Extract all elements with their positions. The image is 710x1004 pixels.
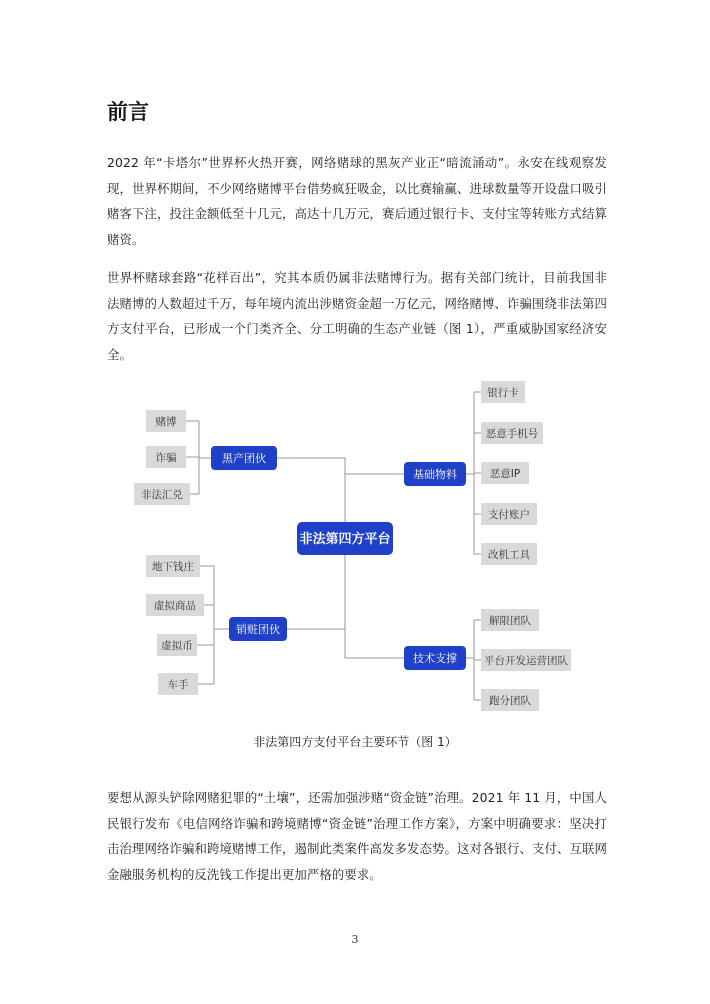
hub-label: 技术支撑 <box>413 652 457 665</box>
center-node <box>297 522 393 555</box>
svg-text:解限团队: 解限团队 <box>489 615 531 627</box>
hub-label: 基础物料 <box>413 468 457 481</box>
hub-label: 销赃团伙 <box>236 623 280 636</box>
svg-text:恶意IP: 恶意IP <box>489 468 521 480</box>
svg-text:赌博: 赌博 <box>155 416 177 428</box>
hub-node-heichan <box>211 446 277 470</box>
page-number: 3 <box>351 933 359 946</box>
svg-text:平台开发运营团队: 平台开发运营团队 <box>484 655 568 667</box>
paragraph-3: 要想从源头铲除网赌犯罪的“土壤”，还需加强涉赌“资金链”治理。2021 年 11 月，中国人民银行发布《电信网络诈骗和跨境赌博“资金链”治理工作方案》，方案中明确要求：坚决打击治理网络诈骗和跨境赌博工作，遏制此类案件高发多发态势。这对各银行、支付、互联网金融服务机构的反洗钱工作提出更加严格的要求。 <box>107 790 607 882</box>
leaf-node <box>481 543 537 565</box>
paragraph-2: 世界杯赌球套路“花样百出”，究其本质仍属非法赌博行为。据有关部门统计，目前我国非法赌博的人数超过千万，每年境内流出涉赌资金超一万亿元，网络赌博、诈骗围绕非法第四方支付平台，已形成一个门类齐全、分工明确的生态产业链（图 1），严重威胁国家经济安全。 <box>107 270 607 362</box>
leaf-node <box>481 462 529 484</box>
svg-text:改机工具: 改机工具 <box>488 549 530 561</box>
paragraph-1: 2022 年“卡塔尔”世界杯火热开赛，网络赌球的黑灰产业正“暗流涌动”。永安在线观察发现，世界杯期间，不少网络赌博平台借势疯狂吸金，以比赛输赢、进球数量等开设盘口吸引赌客下注，投注金额低至十几元，高达十几万元，赛后通过银行卡、支付宝等转账方式结算赌资。 <box>107 155 607 247</box>
center-node-label: 非法第四方平台 <box>299 532 391 547</box>
svg-text:银行卡: 银行卡 <box>487 387 519 399</box>
leaf-node <box>481 689 539 711</box>
hub-node-xiaozang <box>229 617 287 641</box>
svg-text:地下钱庄: 地下钱庄 <box>152 561 194 573</box>
leaf-node <box>481 609 539 631</box>
svg-text:支付账户: 支付账户 <box>488 509 530 521</box>
hub-node-jishu <box>404 646 466 670</box>
svg-text:诈骗: 诈骗 <box>155 452 177 464</box>
leaf-node <box>146 446 186 468</box>
leaf-node <box>481 649 571 671</box>
leaf-node <box>146 594 204 616</box>
leaf-node <box>146 410 186 432</box>
leaf-node <box>481 381 525 403</box>
leaf-node <box>146 555 200 577</box>
ecosystem-diagram <box>0 370 710 720</box>
leaf-node <box>134 483 190 505</box>
svg-text:跑分团队: 跑分团队 <box>489 695 531 707</box>
leaf-node <box>481 422 543 444</box>
section-heading: 前言 <box>107 100 149 124</box>
hub-label: 黑产团伙 <box>222 452 266 465</box>
svg-text:非法汇兑: 非法汇兑 <box>141 489 183 501</box>
hub-node-jichu <box>404 462 466 486</box>
svg-text:虚拟商品: 虚拟商品 <box>154 600 196 612</box>
leaf-node <box>481 503 537 525</box>
svg-text:恶意手机号: 恶意手机号 <box>485 428 539 440</box>
leaf-node <box>158 673 198 695</box>
leaf-node <box>157 634 197 656</box>
svg-text:虚拟币: 虚拟币 <box>161 640 193 652</box>
svg-text:车手: 车手 <box>167 679 189 691</box>
figure-caption: 非法第四方支付平台主要环节（图 1） <box>253 735 457 749</box>
